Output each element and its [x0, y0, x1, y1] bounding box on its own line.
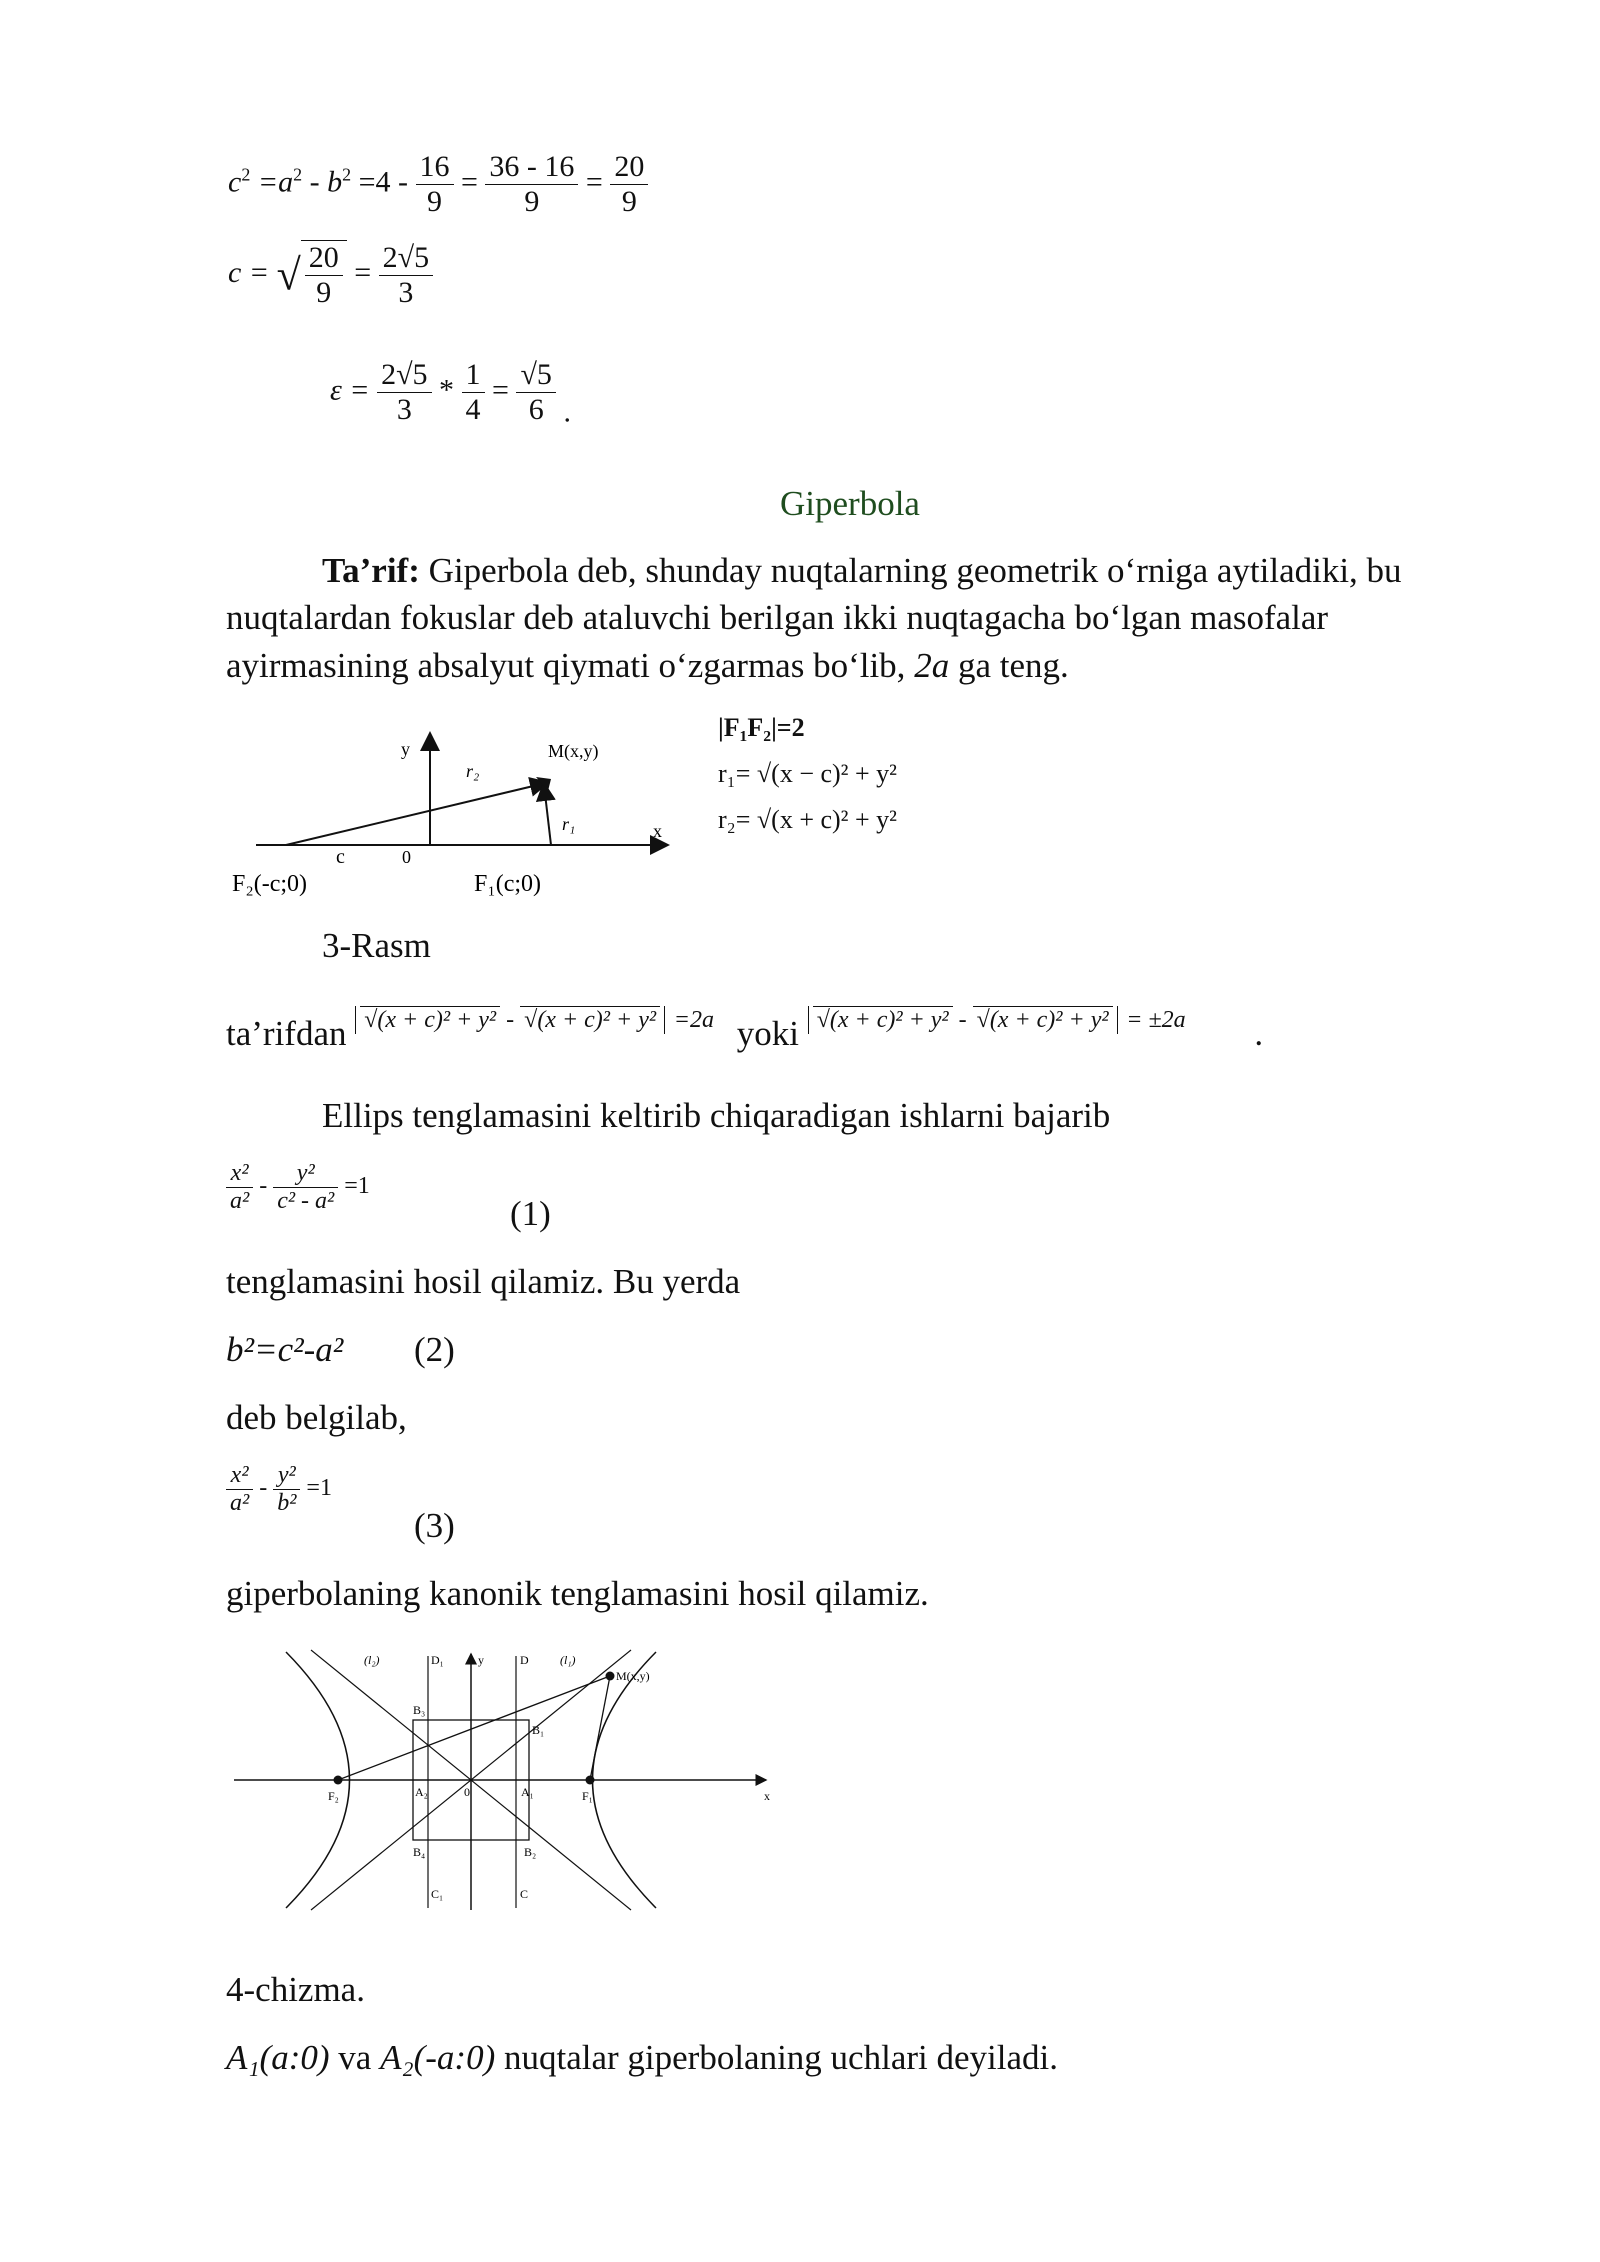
c-symbol: c	[228, 165, 242, 199]
definition-paragraph: Ta’rif: Giperbola deb, shunday nuqtalarning geometrik o‘rniga aytiladiki, bu nuqtalardan fokuslar deb ataluvchi berilgan ikki nuqtagacha bo‘lgan masofalar ayirmasining absalyut qiymati o‘zgarmas bo‘lib, 2a ga teng.	[226, 551, 1402, 685]
r2-vector	[286, 783, 546, 845]
label-b2: B₂	[524, 1845, 537, 1859]
ellips-line: Ellips tenglamasini keltirib chiqaradigan ishlarni bajarib	[322, 1096, 1111, 1135]
abs-difference-2: √(x + c)² + y² - √(x + c)² + y²	[808, 1006, 1118, 1034]
eccentricity-equation: ε = $\frac{2√5}{3}$ * $\frac{1}{4}$ = $\frac{√5}{6}$ .	[330, 358, 571, 429]
vertex-a1: A₁(a:0)	[226, 2038, 330, 2077]
equation-2-tag: (2)	[414, 1330, 455, 1369]
equals-four: =4 -	[358, 165, 408, 199]
r1-equation: r₁= √(x − c)² + y²	[718, 759, 897, 788]
c-root-equation: c = √ $\frac{20}{9}$ = $\frac{2√5}{3}$	[228, 240, 433, 310]
r2-equation: r₂= √(x + c)² + y²	[718, 805, 897, 834]
equation-2: b²=c²-a²	[226, 1330, 344, 1369]
abs-difference-1: √(x + c)² + y² - √(x + c)² + y²	[355, 1006, 665, 1034]
equals-a: =a	[257, 165, 294, 199]
equation-3-tag: (3)	[414, 1506, 455, 1545]
label-b3: B₃	[413, 1703, 426, 1717]
c-label: c	[336, 846, 345, 868]
focal-radius-2	[338, 1676, 610, 1780]
focus-f2	[334, 1776, 343, 1785]
label-f1: F₁	[582, 1789, 593, 1803]
label-b4: B₄	[413, 1845, 426, 1859]
definition-term: Ta’rif:	[322, 551, 420, 590]
label-d1: D₁	[431, 1653, 444, 1667]
fraction-e3: $\frac{√5}{6}$	[516, 358, 555, 427]
figure-3-formulas	[718, 705, 897, 843]
label-l1: (l₁)	[560, 1653, 576, 1667]
focal-radius-1	[590, 1676, 610, 1780]
c-squared-equation: $c^2 =a^2 - b^2 =4$ - $\frac{16}{9}$ = $\frac{36 - 16}{9}$ = $\frac{20}{9}$	[228, 150, 648, 219]
m-label: M(x,y)	[548, 741, 599, 761]
fraction-20-9: $\frac{20}{9}$	[610, 150, 648, 219]
label-b1: B₁	[532, 1723, 545, 1737]
equation-1: $\frac{\text{x²}}{\text{a²}}$ - $\frac{\text{y²}}{\text{c² - a²}}$ =1	[226, 1160, 370, 1215]
r1-vector	[544, 785, 551, 845]
label-c1: C₁	[431, 1887, 444, 1901]
vertex-a2: A₂(-a:0)	[380, 2038, 496, 2077]
label-l2: (l₂)	[364, 1653, 380, 1667]
f1-label: F₁(c;0)	[474, 871, 542, 897]
equation-1-tag: (1)	[510, 1194, 551, 1233]
f2-label: F₂(-c;0)	[232, 871, 308, 897]
r2-label: r₂	[466, 761, 480, 781]
y-label: y	[401, 739, 410, 759]
figure-4-caption: 4-chizma.	[226, 1970, 365, 2009]
figure-3-caption: 3-Rasm	[322, 926, 431, 965]
fraction-2sqrt5-3: $\frac{2√5}{3}$	[379, 241, 433, 310]
f1f2-equation: |F₁F₂|=2	[718, 713, 805, 742]
point-m-4	[606, 1672, 615, 1681]
label-x: x	[764, 1789, 770, 1803]
label-m: M(x,y)	[616, 1669, 650, 1683]
vertices-line: A₁(a:0) va A₂(-a:0) nuqtalar giperbolaning uchlari deyiladi.	[226, 2038, 1058, 2077]
fraction-16-9: $\frac{16}{9}$	[416, 150, 454, 219]
line-after-eq3: giperbolaning kanonik tenglamasini hosil qilamiz.	[226, 1574, 929, 1613]
fraction-e2: $\frac{1}{4}$	[462, 358, 485, 427]
yoki-word: yoki	[736, 1014, 799, 1053]
label-o: 0	[464, 1785, 470, 1799]
label-y: y	[478, 1653, 484, 1667]
derivation-line: ta’rifdan √(x + c)² + y² - √(x + c)² + y² =2a yoki √(x + c)² + y² - √(x + c)² + y² = ±2a .	[226, 1007, 1264, 1053]
line-after-eq2: deb belgilab,	[226, 1398, 407, 1437]
fraction-e1: $\frac{2√5}{3}$	[377, 358, 431, 427]
line-after-eq1: tenglamasini hosil qilamiz. Bu yerda	[226, 1262, 741, 1301]
label-f2: F₂	[328, 1789, 339, 1803]
label-a2: A₂	[415, 1785, 428, 1799]
focus-f1	[586, 1776, 595, 1785]
section-heading: Giperbola	[780, 484, 920, 523]
figure-4-diagram	[226, 1640, 786, 1920]
x-label: x	[653, 821, 662, 841]
label-d: D	[520, 1653, 529, 1667]
label-c: C	[520, 1887, 529, 1901]
root-fraction-20-9: $\frac{20}{9}$	[301, 240, 347, 310]
fraction-36-16-9: $\frac{36 - 16}{9}$	[485, 150, 578, 219]
label-a1: A₁	[521, 1785, 534, 1799]
origin-label: 0	[402, 847, 411, 867]
r1-label: r₁	[562, 814, 576, 834]
minus-b: - b	[309, 165, 343, 199]
equation-3: $\frac{\text{x²}}{\text{a²}}$ - $\frac{\text{y²}}{\text{b²}}$ =1	[226, 1462, 332, 1517]
derivation-prefix: ta’rifdan	[226, 1014, 347, 1053]
